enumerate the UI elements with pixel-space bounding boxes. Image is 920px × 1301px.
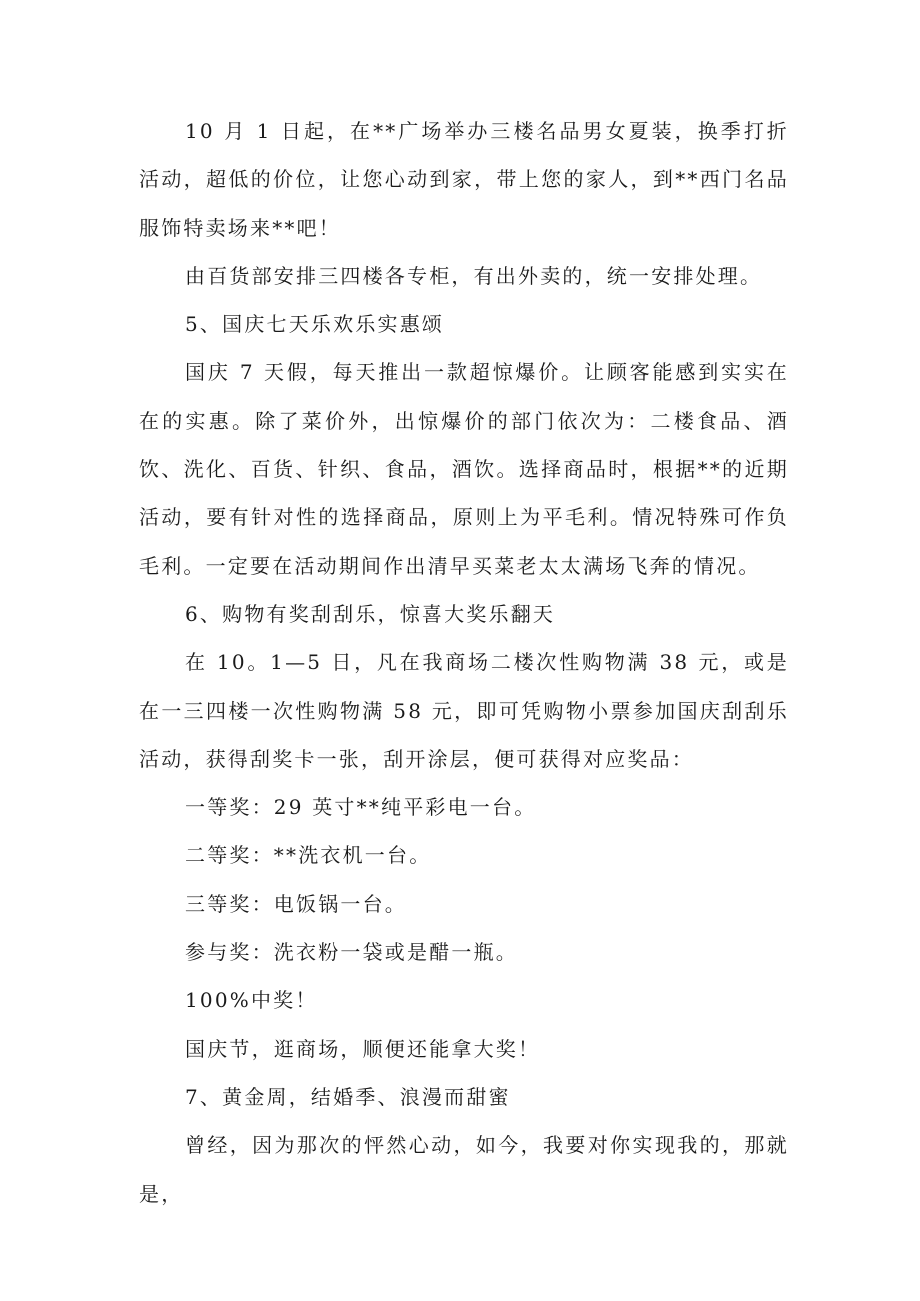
paragraph-department-arrangement: 由百货部安排三四楼各专柜，有出外卖的，统一安排处理。 [185, 263, 763, 288]
prize-third: 三等奖：电饭锅一台。 [185, 891, 407, 916]
paragraph-slogan: 国庆节，逛商场，顺便还能拿大奖！ [185, 1036, 541, 1061]
paragraph-holiday-deals: 国庆 7 天假，每天推出一款超惊爆价。让顾客能感到实实在在的实惠。除了菜价外，出惊爆价的部门依次为：二楼食品、酒饮、洗化、百货、针织、食品，酒饮。选择商品时，根据**的近期活动，要有针对性的选择商品，原则上为平毛利。情况特殊可作负毛利。一定要在活动期间作出清早买菜老太太满场飞奔的情况。 [139, 360, 789, 578]
section-heading-5: 5、国庆七天乐欢乐实惠颂 [185, 312, 445, 337]
section-heading-6: 6、购物有奖刮刮乐，惊喜大奖乐翻天 [185, 601, 556, 626]
prize-first: 一等奖：29 英寸**纯平彩电一台。 [185, 795, 537, 820]
paragraph-wedding-intro: 曾经，因为那次的怦然心动，如今，我要对你实现我的，那就是， [139, 1133, 789, 1206]
prize-second: 二等奖：**洗衣机一台。 [185, 843, 432, 868]
section-heading-7: 7、黄金周，结婚季、浪漫而甜蜜 [185, 1084, 511, 1109]
paragraph-sale-announcement: 10 月 1 日起，在**广场举办三楼名品男女夏装，换季打折活动，超低的价位，让您心动到家，带上您的家人，到**西门名品服饰特卖场来**吧！ [139, 119, 789, 240]
prize-participation: 参与奖：洗衣粉一袋或是醋一瓶。 [185, 940, 518, 965]
document-body [139, 107, 789, 1218]
paragraph-guaranteed-win: 100%中奖！ [185, 988, 318, 1013]
paragraph-scratch-card-rules: 在 10。1—5 日，凡在我商场二楼次性购物满 38 元，或是在一三四楼一次性购物满 58 元，即可凭购物小票参加国庆刮刮乐活动，获得刮奖卡一张，刮开涂层，便可获得对应奖品： [139, 650, 789, 771]
